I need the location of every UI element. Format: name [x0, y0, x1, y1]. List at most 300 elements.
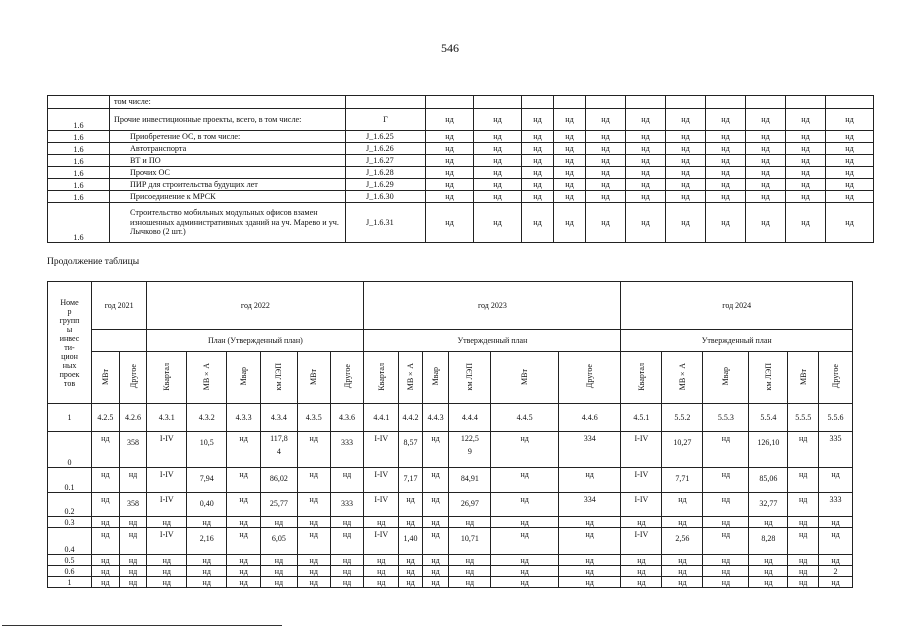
- value-cell: нд: [749, 566, 788, 577]
- value-top: нд: [520, 470, 529, 479]
- value-top: нд: [721, 470, 731, 479]
- value-top: нд: [799, 434, 808, 443]
- unit-header-cell: [703, 352, 749, 404]
- value-cell: нд: [399, 566, 423, 577]
- value-cell: нд: [491, 566, 559, 577]
- value-top: нд: [678, 495, 687, 504]
- numbering-cell: 4.4.5: [491, 404, 559, 432]
- value-cell: [558, 528, 620, 555]
- value-top: нд: [799, 470, 808, 479]
- value-cell: нд: [706, 143, 746, 155]
- value-cell: нд: [786, 191, 826, 203]
- value-low: 6,05: [271, 534, 286, 543]
- table-row: [48, 109, 874, 131]
- table-row: [48, 517, 853, 528]
- value-cell: нд: [364, 577, 399, 588]
- group-number-header-line: инвес: [59, 333, 80, 343]
- value-cell: нд: [426, 191, 474, 203]
- value-cell: нд: [586, 203, 626, 243]
- value-cell: нд: [819, 555, 853, 566]
- value-cell: [662, 432, 703, 468]
- value-cell: нд: [662, 577, 703, 588]
- value-cell: нд: [746, 167, 786, 179]
- value-cell: нд: [586, 155, 626, 167]
- value-low: 32,77: [759, 499, 778, 508]
- value-cell: [449, 493, 491, 517]
- value-cell: [703, 493, 749, 517]
- value-top: нд: [721, 434, 731, 443]
- table-row: [48, 155, 874, 167]
- unit-header-label: Мвар: [431, 367, 441, 386]
- unit-header-label: Квартал: [376, 362, 386, 391]
- value-cell: нд: [626, 167, 666, 179]
- value-cell: нд: [522, 131, 554, 143]
- project-code-cell: J_1.6.31: [346, 203, 426, 243]
- value-cell: [330, 468, 364, 493]
- value-cell: нд: [706, 179, 746, 191]
- value-low: 7,94: [199, 474, 214, 483]
- value-cell: [422, 493, 449, 517]
- value-top: нд: [239, 470, 248, 479]
- value-top: I-IV: [634, 434, 649, 443]
- value-cell: нд: [626, 203, 666, 243]
- value-cell: [788, 468, 819, 493]
- value-cell: нд: [786, 179, 826, 191]
- value-top: нд: [101, 530, 110, 539]
- value-cell: нд: [746, 203, 786, 243]
- value-cell: [364, 432, 399, 468]
- group-cell: 0: [48, 432, 92, 468]
- group-number-header-line: р: [67, 306, 72, 316]
- value-cell: [449, 528, 491, 555]
- project-code-cell: J_1.6.26: [346, 143, 426, 155]
- group-cell: 1.6: [48, 155, 110, 167]
- value-top: нд: [128, 470, 138, 479]
- value-cell: нд: [706, 155, 746, 167]
- value-cell: нд: [330, 566, 364, 577]
- value-cell: [826, 96, 874, 109]
- table-row: [48, 566, 853, 577]
- value-cell: нд: [187, 555, 227, 566]
- value-low: 0,40: [199, 499, 214, 508]
- value-cell: нд: [621, 517, 662, 528]
- value-low: 4: [276, 447, 281, 456]
- value-cell: нд: [92, 566, 120, 577]
- group-cell: 0.2: [48, 493, 92, 517]
- value-top: нд: [342, 530, 352, 539]
- value-top: нд: [239, 495, 248, 504]
- value-cell: [788, 528, 819, 555]
- value-cell: нд: [426, 167, 474, 179]
- unit-header-label: Квартал: [162, 362, 172, 391]
- project-name-cell: Прочие инвестиционные проекты, всего, в том числе:: [110, 109, 346, 131]
- table-row: [48, 577, 853, 588]
- value-cell: нд: [92, 517, 120, 528]
- value-low: 333: [341, 499, 353, 508]
- value-cell: нд: [626, 191, 666, 203]
- year-2021-header: год 2021: [92, 282, 147, 330]
- value-cell: нд: [260, 577, 297, 588]
- value-cell: [749, 528, 788, 555]
- value-cell: нд: [491, 577, 559, 588]
- value-cell: нд: [558, 517, 620, 528]
- numbering-cell: 4.4.1: [364, 404, 399, 432]
- numbering-cell: 4.2.5: [92, 404, 120, 432]
- value-cell: нд: [626, 155, 666, 167]
- unit-header-label: км ЛЭП: [274, 362, 284, 391]
- table-row: [48, 143, 874, 155]
- value-cell: нд: [449, 566, 491, 577]
- value-cell: [554, 96, 586, 109]
- value-cell: нд: [426, 203, 474, 243]
- numbering-cell: 4.5.1: [621, 404, 662, 432]
- value-top: 333: [829, 495, 842, 504]
- value-cell: [703, 432, 749, 468]
- value-cell: [187, 468, 227, 493]
- value-cell: [227, 432, 261, 468]
- project-code-cell: J_1.6.30: [346, 191, 426, 203]
- value-cell: нд: [449, 555, 491, 566]
- numbering-cell: 4.3.4: [260, 404, 297, 432]
- value-cell: [330, 432, 364, 468]
- value-cell: [297, 493, 330, 517]
- value-cell: нд: [819, 577, 853, 588]
- project-code-cell: Г: [346, 109, 426, 131]
- value-cell: [491, 468, 559, 493]
- value-cell: нд: [330, 517, 364, 528]
- value-cell: нд: [422, 555, 449, 566]
- value-cell: нд: [554, 143, 586, 155]
- value-cell: нд: [586, 131, 626, 143]
- value-cell: [187, 528, 227, 555]
- plan-2024-header: Утвержденный план: [621, 330, 853, 352]
- value-low: 8,57: [403, 438, 418, 447]
- value-top: I-IV: [634, 470, 649, 479]
- project-code-cell: J_1.6.28: [346, 167, 426, 179]
- unit-header-cell: [558, 352, 620, 404]
- group-number-header-line: цион: [61, 351, 78, 361]
- value-cell: [819, 493, 853, 517]
- value-top: нд: [309, 495, 318, 504]
- value-cell: 2: [819, 566, 853, 577]
- value-cell: нд: [426, 143, 474, 155]
- value-top: нд: [799, 530, 808, 539]
- value-cell: нд: [788, 566, 819, 577]
- value-cell: нд: [786, 109, 826, 131]
- value-cell: нд: [474, 191, 522, 203]
- projects-table-continuation: [47, 281, 853, 588]
- value-top: I-IV: [374, 434, 389, 443]
- table-row: [48, 555, 853, 566]
- value-top: нд: [239, 434, 248, 443]
- value-low: 10,5: [199, 438, 214, 447]
- value-cell: нд: [703, 577, 749, 588]
- value-cell: [92, 468, 120, 493]
- value-top: нд: [585, 470, 594, 479]
- value-cell: нд: [554, 155, 586, 167]
- value-low: 333: [341, 438, 353, 447]
- value-cell: нд: [147, 517, 187, 528]
- group-cell: 0.3: [48, 517, 92, 528]
- value-cell: нд: [522, 179, 554, 191]
- unit-header-cell: [227, 352, 261, 404]
- unit-header-cell: [260, 352, 297, 404]
- value-cell: нд: [147, 577, 187, 588]
- value-cell: нд: [746, 131, 786, 143]
- value-cell: нд: [788, 555, 819, 566]
- value-cell: [621, 528, 662, 555]
- value-cell: нд: [786, 203, 826, 243]
- value-top: нд: [101, 470, 110, 479]
- group-cell: 0.1: [48, 468, 92, 493]
- unit-header-label: Мвар: [721, 367, 731, 386]
- value-cell: [119, 468, 147, 493]
- value-cell: нд: [330, 577, 364, 588]
- value-top: 122,5: [460, 434, 479, 443]
- value-cell: нд: [474, 131, 522, 143]
- value-cell: [227, 493, 261, 517]
- value-low: 7,17: [403, 474, 418, 483]
- unit-header-label: Другое: [128, 364, 138, 389]
- value-cell: [703, 528, 749, 555]
- value-cell: [491, 493, 559, 517]
- value-cell: [749, 468, 788, 493]
- unit-header-label: Другое: [831, 364, 841, 389]
- value-cell: [92, 528, 120, 555]
- value-cell: [364, 528, 399, 555]
- value-cell: [449, 468, 491, 493]
- value-cell: [788, 493, 819, 517]
- value-low: 2,56: [675, 534, 690, 543]
- value-cell: нд: [706, 191, 746, 203]
- group-cell: 0.6: [48, 566, 92, 577]
- value-cell: нд: [554, 131, 586, 143]
- value-top: нд: [520, 530, 529, 539]
- value-cell: нд: [554, 203, 586, 243]
- value-cell: [147, 468, 187, 493]
- table-row: [48, 131, 874, 143]
- value-cell: [558, 432, 620, 468]
- value-top: I-IV: [159, 530, 174, 539]
- value-cell: нд: [119, 555, 147, 566]
- value-cell: [364, 493, 399, 517]
- project-name-cell: Приобретение ОС, в том числе:: [110, 131, 346, 143]
- value-cell: нд: [621, 577, 662, 588]
- unit-header-cell: [819, 352, 853, 404]
- value-cell: нд: [364, 555, 399, 566]
- value-cell: [330, 528, 364, 555]
- value-cell: нд: [703, 517, 749, 528]
- value-cell: нд: [662, 555, 703, 566]
- value-cell: нд: [522, 155, 554, 167]
- group-cell: 1.6: [48, 143, 110, 155]
- value-cell: нд: [826, 143, 874, 155]
- value-cell: [297, 432, 330, 468]
- value-top: I-IV: [374, 495, 389, 504]
- value-cell: нд: [826, 167, 874, 179]
- value-cell: [187, 493, 227, 517]
- value-cell: нд: [297, 566, 330, 577]
- value-cell: нд: [819, 517, 853, 528]
- value-top: нд: [721, 495, 731, 504]
- value-low: 25,77: [269, 499, 288, 508]
- value-low: 10,71: [460, 534, 479, 543]
- value-low: 26,97: [460, 499, 479, 508]
- year-2022-header: год 2022: [147, 282, 364, 330]
- value-cell: [586, 96, 626, 109]
- value-cell: нд: [522, 191, 554, 203]
- value-top: нд: [431, 495, 440, 504]
- unit-header-label: Квартал: [636, 362, 646, 391]
- unit-header-label: МВт: [309, 368, 319, 385]
- value-cell: нд: [474, 109, 522, 131]
- value-cell: нд: [227, 577, 261, 588]
- value-low: 84,91: [460, 474, 479, 483]
- value-cell: нд: [586, 191, 626, 203]
- unit-header-label: Другое: [342, 364, 352, 389]
- value-cell: нд: [92, 555, 120, 566]
- value-cell: нд: [586, 179, 626, 191]
- value-cell: нд: [826, 109, 874, 131]
- value-cell: [260, 528, 297, 555]
- value-cell: [819, 432, 853, 468]
- value-cell: нд: [662, 517, 703, 528]
- value-top: I-IV: [374, 530, 389, 539]
- table-row: [48, 468, 853, 493]
- value-cell: нд: [554, 109, 586, 131]
- value-cell: нд: [586, 109, 626, 131]
- value-cell: нд: [364, 566, 399, 577]
- unit-header-label: Мвар: [239, 367, 249, 386]
- project-code-cell: J_1.6.27: [346, 155, 426, 167]
- group-number-header-line: ных: [62, 360, 77, 370]
- group-number-header-line: Номе: [60, 297, 79, 307]
- table-row: [48, 203, 874, 243]
- value-top: 335: [829, 434, 842, 443]
- value-cell: [92, 432, 120, 468]
- value-cell: нд: [554, 179, 586, 191]
- value-cell: нд: [297, 555, 330, 566]
- group-number-header-line: проек: [59, 369, 80, 379]
- value-cell: [227, 528, 261, 555]
- value-cell: [621, 493, 662, 517]
- value-top: 334: [583, 495, 596, 504]
- value-cell: нд: [227, 555, 261, 566]
- value-cell: нд: [522, 167, 554, 179]
- value-cell: нд: [260, 566, 297, 577]
- numbering-cell: 5.5.5: [788, 404, 819, 432]
- value-cell: нд: [706, 131, 746, 143]
- value-top: I-IV: [159, 495, 174, 504]
- value-cell: [119, 432, 147, 468]
- unit-header-cell: [330, 352, 364, 404]
- numbering-cell: 4.4.6: [558, 404, 620, 432]
- value-cell: нд: [522, 143, 554, 155]
- value-cell: нд: [666, 131, 706, 143]
- continuation-label: Продолжение таблицы: [47, 257, 140, 267]
- plan-2021-empty: [92, 330, 147, 352]
- value-cell: нд: [788, 517, 819, 528]
- value-cell: [662, 528, 703, 555]
- value-cell: нд: [749, 555, 788, 566]
- value-top: I-IV: [374, 470, 389, 479]
- value-cell: нд: [187, 577, 227, 588]
- unit-header-cell: [187, 352, 227, 404]
- value-cell: нд: [666, 203, 706, 243]
- value-cell: нд: [187, 517, 227, 528]
- value-cell: [399, 468, 423, 493]
- value-cell: нд: [586, 167, 626, 179]
- value-cell: [626, 96, 666, 109]
- group-number-header-line: ы: [66, 324, 73, 334]
- value-cell: нд: [92, 577, 120, 588]
- value-cell: нд: [703, 566, 749, 577]
- year-2023-header: год 2023: [364, 282, 621, 330]
- value-cell: нд: [522, 203, 554, 243]
- value-low: 8,28: [761, 534, 776, 543]
- value-cell: нд: [554, 191, 586, 203]
- value-cell: нд: [474, 143, 522, 155]
- value-low: 7,71: [675, 474, 690, 483]
- value-cell: нд: [187, 566, 227, 577]
- value-cell: нд: [147, 555, 187, 566]
- value-top: нд: [721, 530, 731, 539]
- value-cell: нд: [746, 155, 786, 167]
- value-cell: нд: [558, 577, 620, 588]
- value-cell: нд: [260, 517, 297, 528]
- unit-header-label: МВ×А: [202, 362, 212, 391]
- value-cell: нд: [491, 517, 559, 528]
- numbering-cell: 5.5.4: [749, 404, 788, 432]
- numbering-cell: 4.2.6: [119, 404, 147, 432]
- value-cell: нд: [474, 203, 522, 243]
- value-cell: нд: [706, 109, 746, 131]
- table-row: [48, 493, 853, 517]
- table-row: [48, 167, 874, 179]
- value-cell: нд: [297, 577, 330, 588]
- value-cell: [522, 96, 554, 109]
- group-cell: 1.6: [48, 179, 110, 191]
- value-cell: нд: [786, 131, 826, 143]
- value-cell: нд: [746, 143, 786, 155]
- footer-rule: [2, 625, 282, 626]
- value-cell: [260, 468, 297, 493]
- value-cell: нд: [491, 555, 559, 566]
- value-top: I-IV: [159, 470, 174, 479]
- group-cell: 1.6: [48, 191, 110, 203]
- value-cell: [819, 528, 853, 555]
- value-cell: нд: [666, 109, 706, 131]
- value-cell: нд: [666, 155, 706, 167]
- value-cell: нд: [522, 109, 554, 131]
- value-cell: [422, 528, 449, 555]
- group-number-header-line: тов: [63, 378, 76, 388]
- value-cell: [474, 96, 522, 109]
- value-top: нд: [239, 530, 248, 539]
- project-code-cell: [346, 96, 426, 109]
- value-cell: нд: [119, 577, 147, 588]
- value-cell: [147, 528, 187, 555]
- project-name-cell: Присоединение к МРСК: [110, 191, 346, 203]
- value-top: нд: [585, 530, 594, 539]
- value-cell: нд: [666, 191, 706, 203]
- unit-header-cell: [449, 352, 491, 404]
- numbering-cell: 4.3.2: [187, 404, 227, 432]
- value-top: нд: [520, 434, 529, 443]
- value-cell: [227, 468, 261, 493]
- numbering-cell: 1: [48, 404, 92, 432]
- project-code-cell: J_1.6.25: [346, 131, 426, 143]
